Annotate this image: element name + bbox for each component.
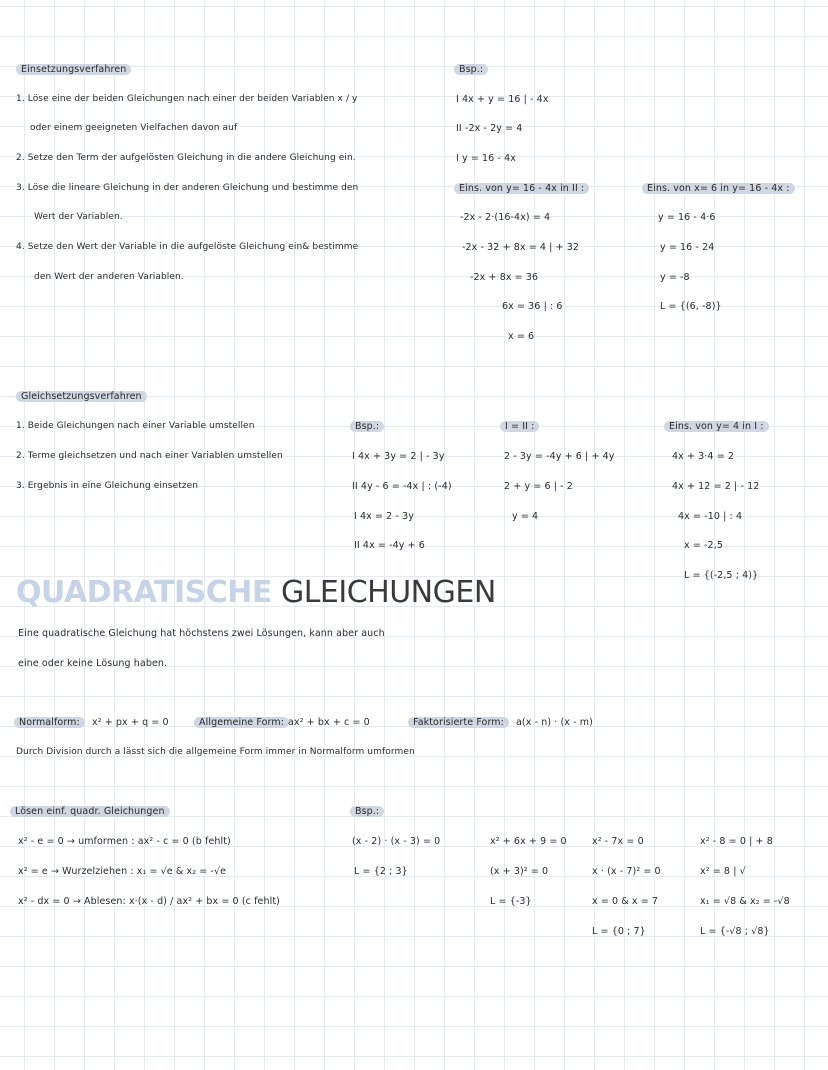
example-line: L = {-3}	[490, 896, 532, 907]
example-line: L = {0 ; 7}	[592, 926, 646, 937]
einsetz-sub2-heading: Eins. von x= 6 in y= 16 - 4x :	[642, 183, 795, 194]
einsetz-heading: Einsetzungsverfahren	[16, 64, 131, 75]
example-line: x₁ = √8 & x₂ = -√8	[700, 896, 790, 907]
example-line: I 4x = 2 - 3y	[354, 511, 414, 522]
example-line: I 4x + y = 16 | - 4x	[456, 94, 549, 105]
example-line: L = {(6, -8)}	[660, 301, 722, 312]
gleichsetz-step: 3. Ergebnis in eine Gleichung einsetzen	[16, 481, 199, 491]
example-line: x² - 7x = 0	[592, 836, 644, 847]
normalform-eq: x² + px + q = 0	[92, 717, 169, 728]
einsetz-step: 2. Setze den Term der aufgelösten Gleichung in die andere Gleichung ein.	[16, 153, 356, 163]
example-line: y = 16 - 24	[660, 242, 715, 253]
example-line: 4x + 12 = 2 | - 12	[672, 481, 760, 492]
example-line: I y = 16 - 4x	[456, 153, 516, 164]
einsetz-sub-heading: Eins. von y= 16 - 4x in II :	[454, 183, 589, 194]
example-line: (x - 2) · (x - 3) = 0	[352, 836, 441, 847]
example-line: x = 0 & x = 7	[592, 896, 659, 907]
title-part-a: QUADRATISCHE	[16, 575, 272, 610]
loesen-row: x² = e → Wurzelziehen : x₁ = √e & x₂ = -√e	[18, 866, 227, 877]
example-line: x · (x - 7)² = 0	[592, 866, 661, 877]
example-line: L = {-√8 ; √8}	[700, 926, 770, 937]
gleichsetz-right-heading: Eins. von y= 4 in I :	[664, 421, 769, 432]
example-line: (x + 3)² = 0	[490, 866, 549, 877]
division-note: Durch Division durch a lässt sich die allgemeine Form immer in Normalform umformen	[16, 747, 415, 757]
example-line: -2x - 32 + 8x = 4 | + 32	[462, 242, 580, 253]
example-line: y = -8	[660, 272, 690, 283]
allgemeine-form-eq: ax² + bx + c = 0	[288, 717, 370, 728]
example-line: -2x + 8x = 36	[470, 272, 539, 283]
intro-text: Eine quadratische Gleichung hat höchstens zwei Lösungen, kann aber auch	[18, 628, 385, 639]
gleichsetz-step: 2. Terme gleichsetzen und nach einer Variablen umstellen	[16, 451, 283, 461]
einsetz-step: 1. Löse eine der beiden Gleichungen nach einer der beiden Variablen x / y	[16, 94, 358, 104]
example-line: x² - 8 = 0 | + 8	[700, 836, 773, 847]
einsetz-step: 4. Setze den Wert der Variable in die aufgelöste Gleichung ein& bestimme	[16, 242, 359, 252]
loesen-row: x² - dx = 0 → Ablesen: x·(x - d) / ax² + bx = 0 (c fehlt)	[18, 896, 280, 907]
example-line: II 4y - 6 = -4x | : (-4)	[352, 481, 452, 492]
example-line: y = 16 - 4·6	[658, 212, 716, 223]
intro-text: eine oder keine Lösung haben.	[18, 658, 168, 669]
allgemeine-form-label: Allgemeine Form:	[194, 717, 289, 728]
einsetz-step: oder einem geeigneten Vielfachen davon auf	[30, 123, 238, 133]
example-line: I 4x + 3y = 2 | - 3y	[352, 451, 445, 462]
example-line: II 4x = -4y + 6	[354, 540, 425, 551]
example-line: L = {(-2,5 ; 4)}	[684, 570, 759, 581]
einsetz-step: 3. Löse die lineare Gleichung in der anderen Gleichung und bestimme den	[16, 183, 359, 193]
example-line: x² + 6x + 9 = 0	[490, 836, 567, 847]
gleichsetz-mid-heading: I = II :	[500, 421, 539, 432]
faktorisierte-form-label: Faktorisierte Form:	[408, 717, 509, 728]
example-line: x = 6	[508, 331, 535, 342]
loesen-row: x² - e = 0 → umformen : ax² - c = 0 (b fehlt)	[18, 836, 231, 847]
example-line: 2 + y = 6 | - 2	[504, 481, 573, 492]
example-line: 4x + 3·4 = 2	[672, 451, 735, 462]
einsetz-step: Wert der Variablen.	[34, 212, 123, 222]
quad-example-label: Bsp.:	[350, 806, 384, 817]
example-line: 6x = 36 | : 6	[502, 301, 563, 312]
faktorisierte-form-eq: a(x - n) · (x - m)	[516, 717, 593, 728]
example-line: 2 - 3y = -4y + 6 | + 4y	[504, 451, 615, 462]
einsetz-step: den Wert der anderen Variablen.	[34, 272, 184, 282]
gleichsetz-heading: Gleichsetzungsverfahren	[16, 391, 147, 402]
einsetz-example-label: Bsp.:	[454, 64, 488, 75]
normalform-label: Normalform:	[14, 717, 85, 728]
example-line: y = 4	[512, 511, 539, 522]
example-line: 4x = -10 | : 4	[678, 511, 743, 522]
title-part-b: GLEICHUNGEN	[280, 575, 496, 610]
example-line: -2x - 2·(16-4x) = 4	[460, 212, 551, 223]
example-line: x = -2,5	[684, 540, 723, 551]
gleichsetz-example-label: Bsp.:	[350, 421, 384, 432]
page-title	[16, 575, 496, 610]
example-line: L = {2 ; 3}	[354, 866, 408, 877]
example-line: II -2x - 2y = 4	[456, 123, 523, 134]
loesen-heading: Lösen einf. quadr. Gleichungen	[10, 806, 170, 817]
example-line: x² = 8 | √	[700, 866, 746, 877]
gleichsetz-step: 1. Beide Gleichungen nach einer Variable umstellen	[16, 421, 255, 431]
